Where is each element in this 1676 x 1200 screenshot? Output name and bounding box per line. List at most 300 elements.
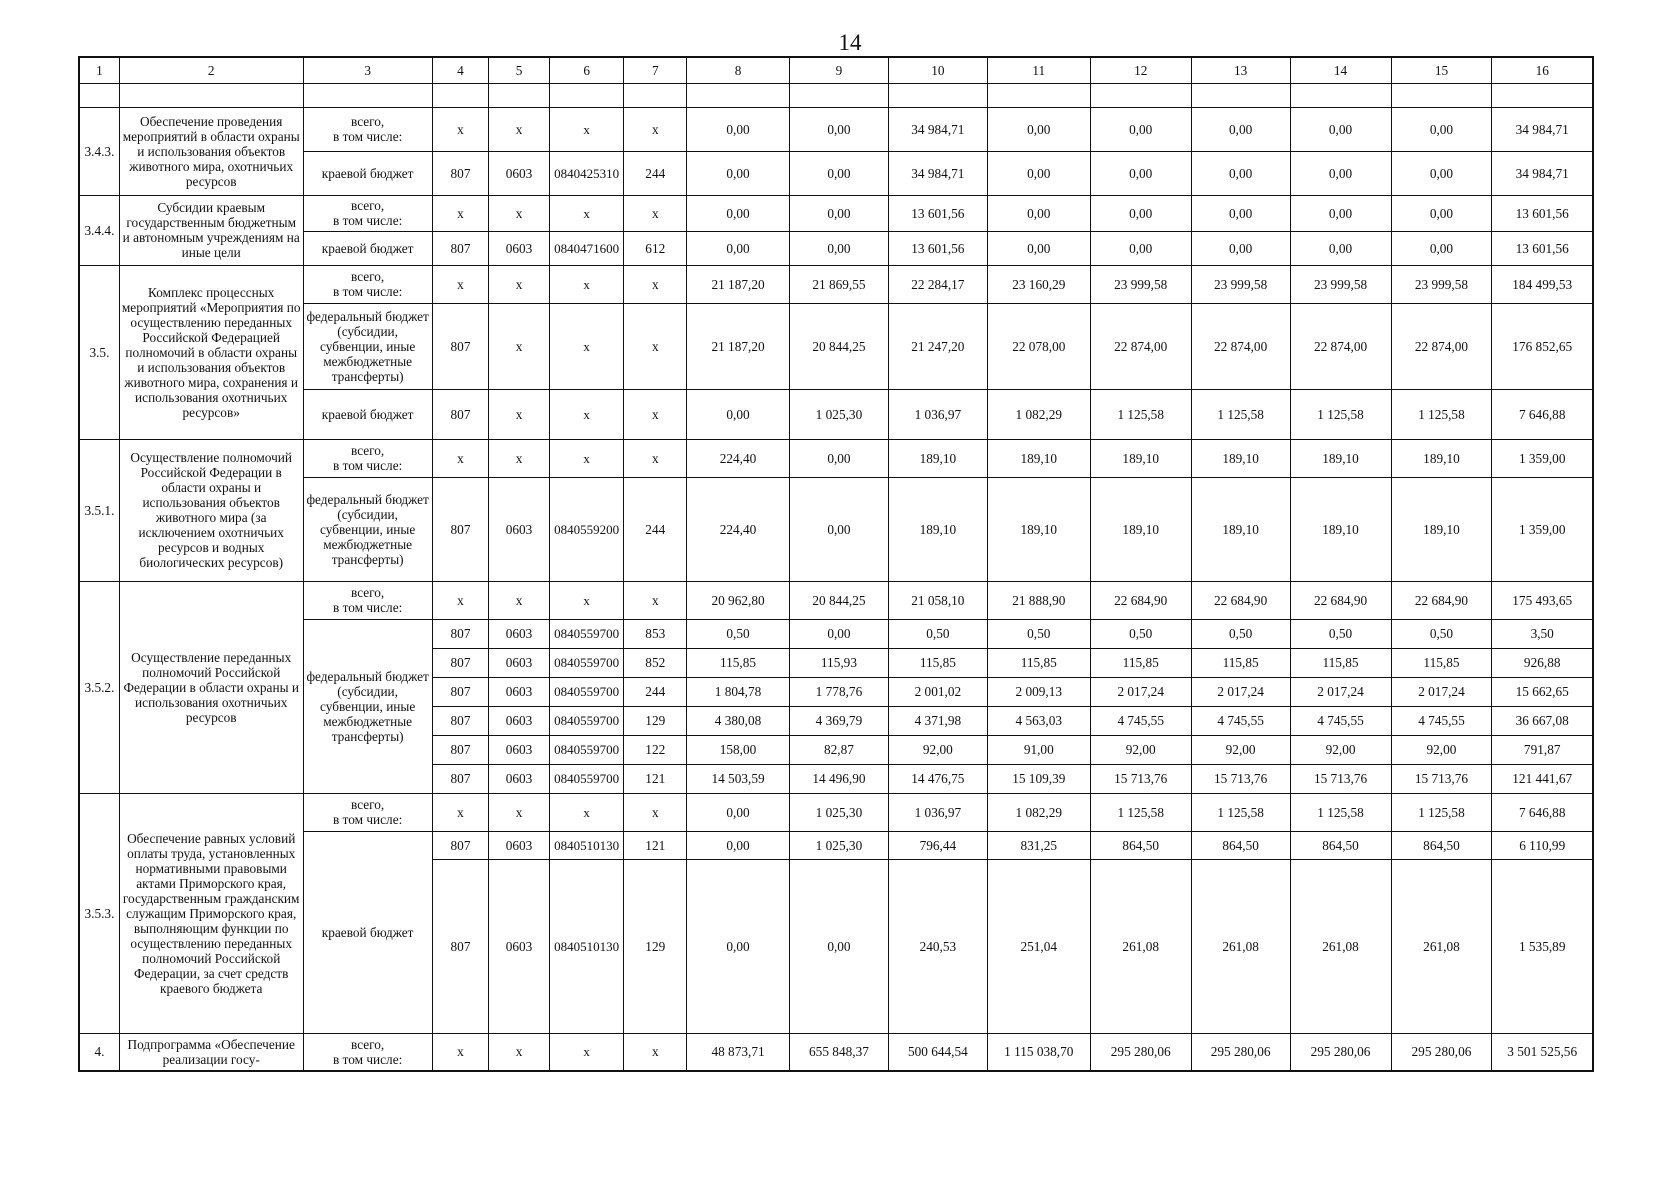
amount-cell: 115,85 <box>1391 648 1492 677</box>
amount-cell: 2 017,24 <box>1191 677 1290 706</box>
amount-cell: 0,50 <box>1090 619 1191 648</box>
amount-cell: 0,00 <box>1391 107 1492 151</box>
amount-cell: 189,10 <box>1090 439 1191 477</box>
source-cell: федеральный бюджет (субсидии, субвенции, иные межбюджетные трансферты) <box>303 303 432 389</box>
amount-cell: 1 082,29 <box>987 793 1090 831</box>
empty-cell <box>687 83 790 107</box>
column-number-cell: 7 <box>624 57 687 83</box>
table-row <box>79 303 1593 389</box>
amount-cell: 22 874,00 <box>1290 303 1391 389</box>
amount-cell: 0,50 <box>687 619 790 648</box>
amount-cell: 0,00 <box>687 389 790 439</box>
amount-cell: 189,10 <box>1391 439 1492 477</box>
empty-cell <box>987 83 1090 107</box>
amount-cell: 22 684,90 <box>1090 581 1191 619</box>
amount-cell: 23 999,58 <box>1391 265 1492 303</box>
kbk-target-cell: x <box>549 1033 624 1071</box>
kbk-section-cell: 0603 <box>489 619 550 648</box>
amount-cell: 15 713,76 <box>1391 764 1492 793</box>
amount-cell: 22 874,00 <box>1391 303 1492 389</box>
column-number-cell: 13 <box>1191 57 1290 83</box>
budget-table <box>78 56 1594 1072</box>
column-number-cell: 15 <box>1391 57 1492 83</box>
amount-cell: 189,10 <box>1191 439 1290 477</box>
amount-cell: 224,40 <box>687 439 790 477</box>
kbk-target-cell: 0840559700 <box>549 706 624 735</box>
source-cell: краевой бюджет <box>303 389 432 439</box>
source-cell: краевой бюджет <box>303 831 432 1033</box>
amount-cell: 158,00 <box>687 735 790 764</box>
amount-cell: 82,87 <box>790 735 889 764</box>
item-id-cell: 3.5.1. <box>79 439 119 581</box>
source-cell: краевой бюджет <box>303 151 432 195</box>
table-row <box>79 151 1593 195</box>
column-number-cell: 4 <box>432 57 489 83</box>
source-cell: федеральный бюджет (субсидии, субвенции, иные межбюджетные трансферты) <box>303 619 432 793</box>
amount-cell: 184 499,53 <box>1492 265 1593 303</box>
amount-cell: 0,00 <box>790 859 889 1033</box>
amount-cell: 92,00 <box>888 735 987 764</box>
amount-cell: 6 110,99 <box>1492 831 1593 859</box>
amount-cell: 34 984,71 <box>888 107 987 151</box>
kbk-target-cell: x <box>549 439 624 477</box>
kbk-expense-type-cell: 129 <box>624 859 687 1033</box>
amount-cell: 0,00 <box>687 151 790 195</box>
amount-cell: 4 745,55 <box>1290 706 1391 735</box>
empty-cell <box>119 83 303 107</box>
amount-cell: 0,00 <box>1191 231 1290 265</box>
empty-cell <box>790 83 889 107</box>
amount-cell: 1 125,58 <box>1090 389 1191 439</box>
amount-cell: 0,00 <box>1290 195 1391 231</box>
amount-cell: 22 078,00 <box>987 303 1090 389</box>
kbk-expense-type-cell: 129 <box>624 706 687 735</box>
kbk-target-cell: x <box>549 195 624 231</box>
amount-cell: 2 001,02 <box>888 677 987 706</box>
kbk-ministry-cell: x <box>432 265 489 303</box>
source-cell: всего, в том числе: <box>303 793 432 831</box>
amount-cell: 0,50 <box>987 619 1090 648</box>
amount-cell: 1 125,58 <box>1191 793 1290 831</box>
amount-cell: 1 359,00 <box>1492 439 1593 477</box>
amount-cell: 92,00 <box>1090 735 1191 764</box>
amount-cell: 115,85 <box>987 648 1090 677</box>
column-number-cell: 3 <box>303 57 432 83</box>
amount-cell: 1 115 038,70 <box>987 1033 1090 1071</box>
kbk-expense-type-cell: x <box>624 303 687 389</box>
table-row <box>79 831 1593 859</box>
amount-cell: 20 844,25 <box>790 581 889 619</box>
amount-cell: 0,00 <box>1191 195 1290 231</box>
amount-cell: 0,00 <box>1191 151 1290 195</box>
amount-cell: 1 125,58 <box>1290 389 1391 439</box>
kbk-target-cell: x <box>549 793 624 831</box>
amount-cell: 7 646,88 <box>1492 389 1593 439</box>
amount-cell: 1 036,97 <box>888 793 987 831</box>
amount-cell: 0,00 <box>987 151 1090 195</box>
item-id-cell: 4. <box>79 1033 119 1071</box>
amount-cell: 34 984,71 <box>888 151 987 195</box>
amount-cell: 831,25 <box>987 831 1090 859</box>
kbk-expense-type-cell: x <box>624 107 687 151</box>
amount-cell: 4 745,55 <box>1391 706 1492 735</box>
amount-cell: 115,85 <box>1090 648 1191 677</box>
kbk-expense-type-cell: x <box>624 389 687 439</box>
amount-cell: 21 187,20 <box>687 303 790 389</box>
kbk-ministry-cell: 807 <box>432 619 489 648</box>
amount-cell: 0,00 <box>687 859 790 1033</box>
empty-cell <box>1290 83 1391 107</box>
amount-cell: 1 025,30 <box>790 793 889 831</box>
column-number-cell: 5 <box>489 57 550 83</box>
kbk-target-cell: 0840559700 <box>549 619 624 648</box>
amount-cell: 2 017,24 <box>1391 677 1492 706</box>
kbk-section-cell: x <box>489 1033 550 1071</box>
amount-cell: 1 125,58 <box>1290 793 1391 831</box>
amount-cell: 0,00 <box>1090 231 1191 265</box>
amount-cell: 34 984,71 <box>1492 107 1593 151</box>
amount-cell: 23 999,58 <box>1290 265 1391 303</box>
empty-cell <box>432 83 489 107</box>
kbk-section-cell: x <box>489 107 550 151</box>
amount-cell: 189,10 <box>1191 477 1290 581</box>
kbk-section-cell: x <box>489 195 550 231</box>
kbk-target-cell: 0840510130 <box>549 831 624 859</box>
amount-cell: 20 844,25 <box>790 303 889 389</box>
amount-cell: 15 713,76 <box>1290 764 1391 793</box>
amount-cell: 1 535,89 <box>1492 859 1593 1033</box>
amount-cell: 3,50 <box>1492 619 1593 648</box>
table-row <box>79 57 1593 83</box>
amount-cell: 115,85 <box>888 648 987 677</box>
amount-cell: 4 380,08 <box>687 706 790 735</box>
amount-cell: 251,04 <box>987 859 1090 1033</box>
amount-cell: 3 501 525,56 <box>1492 1033 1593 1071</box>
kbk-section-cell: 0603 <box>489 231 550 265</box>
amount-cell: 15 713,76 <box>1090 764 1191 793</box>
amount-cell: 0,00 <box>790 619 889 648</box>
source-cell: всего, в том числе: <box>303 195 432 231</box>
amount-cell: 1 025,30 <box>790 831 889 859</box>
source-cell: всего, в том числе: <box>303 439 432 477</box>
kbk-ministry-cell: x <box>432 1033 489 1071</box>
amount-cell: 23 999,58 <box>1191 265 1290 303</box>
kbk-section-cell: 0603 <box>489 764 550 793</box>
item-name-cell: Субсидии краевым государственным бюджетным и автономным учреждениям на иные цели <box>119 195 303 265</box>
kbk-expense-type-cell: x <box>624 195 687 231</box>
source-cell: всего, в том числе: <box>303 1033 432 1071</box>
amount-cell: 295 280,06 <box>1391 1033 1492 1071</box>
amount-cell: 0,00 <box>1391 195 1492 231</box>
amount-cell: 189,10 <box>1090 477 1191 581</box>
kbk-section-cell: 0603 <box>489 677 550 706</box>
table-row <box>79 107 1593 151</box>
kbk-ministry-cell: x <box>432 107 489 151</box>
amount-cell: 189,10 <box>1290 477 1391 581</box>
amount-cell: 21 247,20 <box>888 303 987 389</box>
amount-cell: 0,00 <box>1090 107 1191 151</box>
table-row <box>79 83 1593 107</box>
kbk-target-cell: x <box>549 303 624 389</box>
item-id-cell: 3.5. <box>79 265 119 439</box>
amount-cell: 15 713,76 <box>1191 764 1290 793</box>
amount-cell: 2 009,13 <box>987 677 1090 706</box>
kbk-ministry-cell: 807 <box>432 648 489 677</box>
column-number-cell: 12 <box>1090 57 1191 83</box>
amount-cell: 189,10 <box>888 439 987 477</box>
kbk-expense-type-cell: x <box>624 439 687 477</box>
amount-cell: 500 644,54 <box>888 1033 987 1071</box>
kbk-ministry-cell: 807 <box>432 735 489 764</box>
amount-cell: 189,10 <box>987 439 1090 477</box>
kbk-section-cell: x <box>489 265 550 303</box>
kbk-section-cell: x <box>489 389 550 439</box>
amount-cell: 655 848,37 <box>790 1033 889 1071</box>
amount-cell: 1 359,00 <box>1492 477 1593 581</box>
amount-cell: 2 017,24 <box>1290 677 1391 706</box>
kbk-target-cell: 0840471600 <box>549 231 624 265</box>
item-id-cell: 3.4.3. <box>79 107 119 195</box>
amount-cell: 14 496,90 <box>790 764 889 793</box>
column-number-cell: 8 <box>687 57 790 83</box>
kbk-expense-type-cell: 852 <box>624 648 687 677</box>
amount-cell: 92,00 <box>1290 735 1391 764</box>
item-id-cell: 3.5.2. <box>79 581 119 793</box>
source-cell: краевой бюджет <box>303 231 432 265</box>
kbk-expense-type-cell: 122 <box>624 735 687 764</box>
amount-cell: 261,08 <box>1391 859 1492 1033</box>
amount-cell: 0,00 <box>790 477 889 581</box>
amount-cell: 0,00 <box>790 231 889 265</box>
amount-cell: 4 369,79 <box>790 706 889 735</box>
amount-cell: 22 874,00 <box>1191 303 1290 389</box>
kbk-expense-type-cell: 853 <box>624 619 687 648</box>
amount-cell: 4 371,98 <box>888 706 987 735</box>
empty-cell <box>1391 83 1492 107</box>
amount-cell: 1 778,76 <box>790 677 889 706</box>
amount-cell: 0,00 <box>687 195 790 231</box>
column-number-cell: 14 <box>1290 57 1391 83</box>
source-cell: всего, в том числе: <box>303 265 432 303</box>
amount-cell: 1 082,29 <box>987 389 1090 439</box>
item-name-cell: Обеспечение равных условий оплаты труда, установленных нормативными правовыми актами Приморского края, государственным гражданским служащим Приморского края, выполняющим функции по осуществлению переданных полномочий Российской Федерации, за счет средств краевого бюджета <box>119 793 303 1033</box>
amount-cell: 92,00 <box>1391 735 1492 764</box>
kbk-expense-type-cell: 244 <box>624 477 687 581</box>
amount-cell: 175 493,65 <box>1492 581 1593 619</box>
kbk-section-cell: 0603 <box>489 859 550 1033</box>
amount-cell: 23 160,29 <box>987 265 1090 303</box>
amount-cell: 796,44 <box>888 831 987 859</box>
column-number-cell: 6 <box>549 57 624 83</box>
kbk-expense-type-cell: 612 <box>624 231 687 265</box>
kbk-section-cell: 0603 <box>489 151 550 195</box>
empty-cell <box>1090 83 1191 107</box>
kbk-ministry-cell: x <box>432 195 489 231</box>
kbk-ministry-cell: 807 <box>432 831 489 859</box>
amount-cell: 34 984,71 <box>1492 151 1593 195</box>
item-name-cell: Осуществление переданных полномочий Российской Федерации в области охраны и использования охотничьих ресурсов <box>119 581 303 793</box>
amount-cell: 0,00 <box>687 107 790 151</box>
amount-cell: 295 280,06 <box>1191 1033 1290 1071</box>
amount-cell: 1 804,78 <box>687 677 790 706</box>
amount-cell: 14 503,59 <box>687 764 790 793</box>
kbk-ministry-cell: 807 <box>432 151 489 195</box>
kbk-ministry-cell: 807 <box>432 764 489 793</box>
amount-cell: 23 999,58 <box>1090 265 1191 303</box>
kbk-section-cell: x <box>489 439 550 477</box>
amount-cell: 0,00 <box>987 231 1090 265</box>
column-number-cell: 11 <box>987 57 1090 83</box>
amount-cell: 261,08 <box>1191 859 1290 1033</box>
amount-cell: 115,85 <box>1290 648 1391 677</box>
table-row <box>79 619 1593 648</box>
amount-cell: 48 873,71 <box>687 1033 790 1071</box>
amount-cell: 0,00 <box>687 231 790 265</box>
amount-cell: 4 745,55 <box>1090 706 1191 735</box>
kbk-section-cell: 0603 <box>489 648 550 677</box>
kbk-ministry-cell: 807 <box>432 231 489 265</box>
amount-cell: 295 280,06 <box>1090 1033 1191 1071</box>
empty-cell <box>549 83 624 107</box>
amount-cell: 0,00 <box>1290 231 1391 265</box>
column-number-cell: 9 <box>790 57 889 83</box>
amount-cell: 0,00 <box>987 107 1090 151</box>
item-name-cell: Обеспечение проведения мероприятий в области охраны и использования объектов животного мира, охотничьих ресурсов <box>119 107 303 195</box>
column-number-cell: 1 <box>79 57 119 83</box>
kbk-section-cell: x <box>489 581 550 619</box>
kbk-ministry-cell: 807 <box>432 389 489 439</box>
item-name-cell: Подпрограмма «Обеспечение реализации госу- <box>119 1033 303 1071</box>
amount-cell: 21 187,20 <box>687 265 790 303</box>
amount-cell: 0,00 <box>1391 231 1492 265</box>
amount-cell: 0,00 <box>687 793 790 831</box>
empty-cell <box>1492 83 1593 107</box>
kbk-target-cell: 0840559700 <box>549 648 624 677</box>
table-body <box>79 57 1593 1071</box>
amount-cell: 0,50 <box>1391 619 1492 648</box>
amount-cell: 0,50 <box>1290 619 1391 648</box>
kbk-target-cell: 0840559700 <box>549 735 624 764</box>
amount-cell: 0,00 <box>1191 107 1290 151</box>
amount-cell: 22 284,17 <box>888 265 987 303</box>
amount-cell: 36 667,08 <box>1492 706 1593 735</box>
amount-cell: 0,00 <box>1290 107 1391 151</box>
kbk-section-cell: x <box>489 793 550 831</box>
kbk-target-cell: x <box>549 581 624 619</box>
amount-cell: 22 874,00 <box>1090 303 1191 389</box>
kbk-section-cell: 0603 <box>489 831 550 859</box>
kbk-target-cell: x <box>549 389 624 439</box>
amount-cell: 926,88 <box>1492 648 1593 677</box>
item-id-cell: 3.4.4. <box>79 195 119 265</box>
column-number-cell: 10 <box>888 57 987 83</box>
kbk-ministry-cell: x <box>432 793 489 831</box>
amount-cell: 1 125,58 <box>1090 793 1191 831</box>
kbk-ministry-cell: 807 <box>432 859 489 1033</box>
kbk-expense-type-cell: x <box>624 793 687 831</box>
amount-cell: 224,40 <box>687 477 790 581</box>
amount-cell: 0,50 <box>1191 619 1290 648</box>
amount-cell: 0,00 <box>790 195 889 231</box>
amount-cell: 15 109,39 <box>987 764 1090 793</box>
amount-cell: 189,10 <box>1290 439 1391 477</box>
amount-cell: 1 125,58 <box>1191 389 1290 439</box>
amount-cell: 13 601,56 <box>888 231 987 265</box>
amount-cell: 1 025,30 <box>790 389 889 439</box>
amount-cell: 91,00 <box>987 735 1090 764</box>
amount-cell: 22 684,90 <box>1191 581 1290 619</box>
amount-cell: 1 036,97 <box>888 389 987 439</box>
empty-cell <box>79 83 119 107</box>
amount-cell: 115,93 <box>790 648 889 677</box>
kbk-section-cell: 0603 <box>489 735 550 764</box>
amount-cell: 4 745,55 <box>1191 706 1290 735</box>
kbk-section-cell: x <box>489 303 550 389</box>
amount-cell: 864,50 <box>1191 831 1290 859</box>
kbk-ministry-cell: 807 <box>432 677 489 706</box>
amount-cell: 14 476,75 <box>888 764 987 793</box>
table-row <box>79 1033 1593 1071</box>
source-cell: всего, в том числе: <box>303 581 432 619</box>
empty-cell <box>489 83 550 107</box>
amount-cell: 864,50 <box>1290 831 1391 859</box>
item-name-cell: Осуществление полномочий Российской Федерации в области охраны и использования объектов животного мира (за исключением охотничьих ресурсов и водных биологических ресурсов) <box>119 439 303 581</box>
amount-cell: 4 563,03 <box>987 706 1090 735</box>
amount-cell: 189,10 <box>987 477 1090 581</box>
column-number-cell: 2 <box>119 57 303 83</box>
item-id-cell: 3.5.3. <box>79 793 119 1033</box>
amount-cell: 0,00 <box>1391 151 1492 195</box>
kbk-target-cell: 0840559700 <box>549 764 624 793</box>
amount-cell: 0,00 <box>790 439 889 477</box>
kbk-target-cell: 0840559200 <box>549 477 624 581</box>
kbk-ministry-cell: 807 <box>432 303 489 389</box>
table-row <box>79 265 1593 303</box>
amount-cell: 0,00 <box>687 831 790 859</box>
amount-cell: 0,00 <box>1090 195 1191 231</box>
table-row <box>79 195 1593 231</box>
empty-cell <box>624 83 687 107</box>
kbk-section-cell: 0603 <box>489 477 550 581</box>
kbk-ministry-cell: 807 <box>432 477 489 581</box>
amount-cell: 261,08 <box>1090 859 1191 1033</box>
table-row <box>79 231 1593 265</box>
kbk-target-cell: 0840425310 <box>549 151 624 195</box>
kbk-ministry-cell: 807 <box>432 706 489 735</box>
amount-cell: 189,10 <box>1391 477 1492 581</box>
amount-cell: 22 684,90 <box>1290 581 1391 619</box>
kbk-ministry-cell: x <box>432 439 489 477</box>
amount-cell: 13 601,56 <box>1492 195 1593 231</box>
kbk-expense-type-cell: 244 <box>624 677 687 706</box>
amount-cell: 176 852,65 <box>1492 303 1593 389</box>
amount-cell: 0,00 <box>987 195 1090 231</box>
amount-cell: 1 125,58 <box>1391 389 1492 439</box>
amount-cell: 0,00 <box>1090 151 1191 195</box>
source-cell: всего, в том числе: <box>303 107 432 151</box>
amount-cell: 20 962,80 <box>687 581 790 619</box>
table-row <box>79 581 1593 619</box>
kbk-target-cell: 0840559700 <box>549 677 624 706</box>
empty-cell <box>1191 83 1290 107</box>
amount-cell: 240,53 <box>888 859 987 1033</box>
amount-cell: 0,00 <box>1290 151 1391 195</box>
amount-cell: 0,00 <box>790 107 889 151</box>
amount-cell: 261,08 <box>1290 859 1391 1033</box>
amount-cell: 115,85 <box>1191 648 1290 677</box>
amount-cell: 22 684,90 <box>1391 581 1492 619</box>
empty-cell <box>888 83 987 107</box>
